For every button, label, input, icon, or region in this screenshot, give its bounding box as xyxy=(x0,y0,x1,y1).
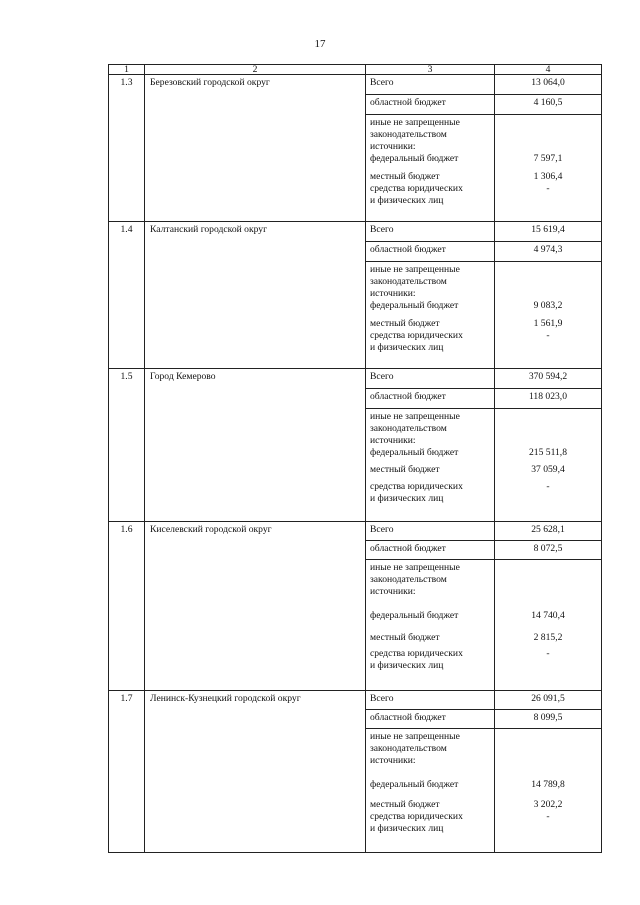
source-local: местный бюджет xyxy=(370,632,440,643)
source-legal: средства юридических xyxy=(370,648,463,659)
municipality-name: Березовский городской округ xyxy=(145,75,366,222)
value-local: 1 561,9 xyxy=(533,318,563,329)
value-local: 3 202,2 xyxy=(533,799,563,810)
source-other: иные не запрещенные законодательством источники: федеральный бюджет местный бюджет средства юридических и физических лиц xyxy=(366,115,495,222)
value-federal: 9 083,2 xyxy=(533,300,563,311)
value-regional: 8 099,5 xyxy=(495,710,602,729)
source-local: местный бюджет xyxy=(370,318,440,329)
row-number: 1.7 xyxy=(109,691,145,853)
value-total: 13 064,0 xyxy=(495,75,602,95)
value-total: 370 594,2 xyxy=(495,369,602,389)
source-other: иные не запрещенные законодательством источники: федеральный бюджет местный бюджет средства юридических и физических лиц xyxy=(366,262,495,369)
value-legal: - xyxy=(546,481,550,492)
source-legal: средства юридических xyxy=(370,811,463,822)
source-regional: областной бюджет xyxy=(366,242,495,262)
municipality-name: Ленинск-Кузнецкий городской округ xyxy=(145,691,366,853)
municipality-name: Киселевский городской округ xyxy=(145,522,366,691)
value-legal: - xyxy=(546,330,550,341)
source-total: Всего xyxy=(366,522,495,541)
value-federal: 14 740,4 xyxy=(531,610,565,621)
source-federal: федеральный бюджет xyxy=(370,610,459,621)
value-total: 26 091,5 xyxy=(495,691,602,710)
source-other: иные не запрещенные законодательством источники: федеральный бюджет местный бюджет средства юридических и физических лиц xyxy=(366,729,495,853)
source-legal: средства юридических xyxy=(370,183,463,194)
funding-table xyxy=(108,64,602,853)
source-legal: средства юридических xyxy=(370,481,463,492)
table-header-row xyxy=(109,65,602,75)
value-other xyxy=(495,262,602,369)
value-regional: 4 160,5 xyxy=(495,95,602,115)
source-regional: областной бюджет xyxy=(366,541,495,560)
value-federal: 215 511,8 xyxy=(528,447,568,458)
row-number: 1.4 xyxy=(109,222,145,369)
column-header: 1 xyxy=(109,65,145,75)
value-total: 25 628,1 xyxy=(495,522,602,541)
municipality-name: Калтанский городской округ xyxy=(145,222,366,369)
source-federal: федеральный бюджет xyxy=(370,447,459,458)
source-local: местный бюджет xyxy=(370,171,440,182)
table-row xyxy=(109,369,602,389)
column-header: 3 xyxy=(366,65,495,75)
table-row xyxy=(109,522,602,541)
source-federal: федеральный бюджет xyxy=(370,153,459,164)
row-number: 1.6 xyxy=(109,522,145,691)
value-other xyxy=(495,560,602,691)
source-other: иные не запрещенные законодательством источники: федеральный бюджет местный бюджет средства юридических и физических лиц xyxy=(366,409,495,522)
value-legal: - xyxy=(546,183,550,194)
source-regional: областной бюджет xyxy=(366,710,495,729)
value-total: 15 619,4 xyxy=(495,222,602,242)
source-total: Всего xyxy=(366,691,495,710)
column-header: 4 xyxy=(495,65,602,75)
row-number: 1.5 xyxy=(109,369,145,522)
value-other xyxy=(495,409,602,522)
source-federal: федеральный бюджет xyxy=(370,779,459,790)
value-other xyxy=(495,729,602,853)
source-regional: областной бюджет xyxy=(366,389,495,409)
value-legal: - xyxy=(546,648,550,659)
source-federal: федеральный бюджет xyxy=(370,300,459,311)
table-row xyxy=(109,691,602,710)
value-local: 2 815,2 xyxy=(533,632,563,643)
municipality-name: Город Кемерово xyxy=(145,369,366,522)
value-regional: 4 974,3 xyxy=(495,242,602,262)
value-federal: 14 789,8 xyxy=(531,779,565,790)
value-federal: 7 597,1 xyxy=(533,153,563,164)
value-local: 1 306,4 xyxy=(533,171,563,182)
value-legal: - xyxy=(546,811,550,822)
column-header: 2 xyxy=(145,65,366,75)
source-local: местный бюджет xyxy=(370,799,440,810)
table-row xyxy=(109,222,602,242)
value-local: 37 059,4 xyxy=(531,464,565,475)
value-regional: 8 072,5 xyxy=(495,541,602,560)
value-other xyxy=(495,115,602,222)
row-number: 1.3 xyxy=(109,75,145,222)
source-total: Всего xyxy=(366,75,495,95)
source-total: Всего xyxy=(366,369,495,389)
source-legal: средства юридических xyxy=(370,330,463,341)
source-regional: областной бюджет xyxy=(366,95,495,115)
table-row xyxy=(109,75,602,95)
source-other: иные не запрещенные законодательством источники: федеральный бюджет местный бюджет средства юридических и физических лиц xyxy=(366,560,495,691)
source-total: Всего xyxy=(366,222,495,242)
page-number: 17 xyxy=(314,38,326,50)
value-regional: 118 023,0 xyxy=(495,389,602,409)
source-local: местный бюджет xyxy=(370,464,440,475)
